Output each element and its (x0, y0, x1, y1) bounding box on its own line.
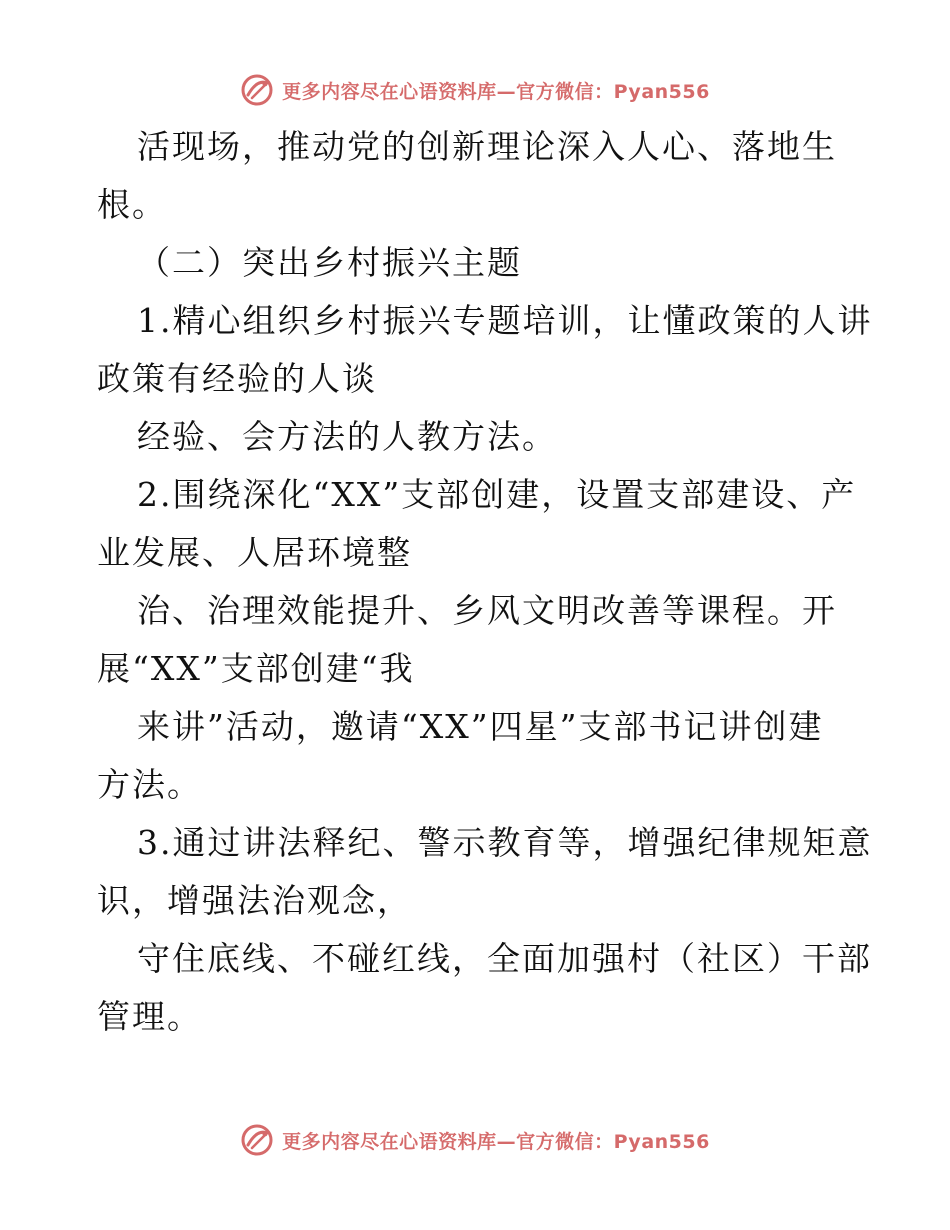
body-line: 展“XX”支部创建“我 (97, 649, 415, 688)
document-body (97, 118, 873, 1046)
body-line: 治、治理效能提升、乡风文明改善等课程。开 (137, 591, 837, 630)
body-line: 业发展、人居环境整 (97, 533, 412, 572)
body-line: 政策有经验的人谈 (97, 359, 377, 398)
body-line: 守住底线、不碰红线，全面加强村（社区）干部 (137, 939, 872, 978)
body-line: 根。 (97, 185, 167, 224)
body-line: 识，增强法治观念， (97, 881, 412, 920)
banner-text: 更多内容尽在心语资料库—官方微信：Pyan556 (282, 80, 710, 103)
body-line: 经验、会方法的人教方法。 (137, 417, 557, 456)
body-line: 管理。 (97, 997, 202, 1036)
body-line: 3.通过讲法释纪、警示教育等，增强纪律规矩意 (137, 823, 873, 862)
header-watermark-banner (0, 70, 950, 110)
body-line: 来讲”活动，邀请“XX”四星”支部书记讲创建 (137, 707, 824, 746)
red-emblem-icon (240, 1123, 274, 1157)
body-line: 2.围绕深化“XX”支部创建，设置支部建设、产 (137, 475, 857, 514)
body-line: 1.精心组织乡村振兴专题培训，让懂政策的人讲 (137, 301, 873, 340)
section-heading: （二）突出乡村振兴主题 (137, 243, 522, 282)
body-line: 方法。 (97, 765, 202, 804)
body-line: 活现场，推动党的创新理论深入人心、落地生 (137, 127, 837, 166)
red-emblem-icon (240, 73, 274, 107)
banner-text: 更多内容尽在心语资料库—官方微信：Pyan556 (282, 1130, 710, 1153)
footer-watermark-banner (0, 1120, 950, 1160)
